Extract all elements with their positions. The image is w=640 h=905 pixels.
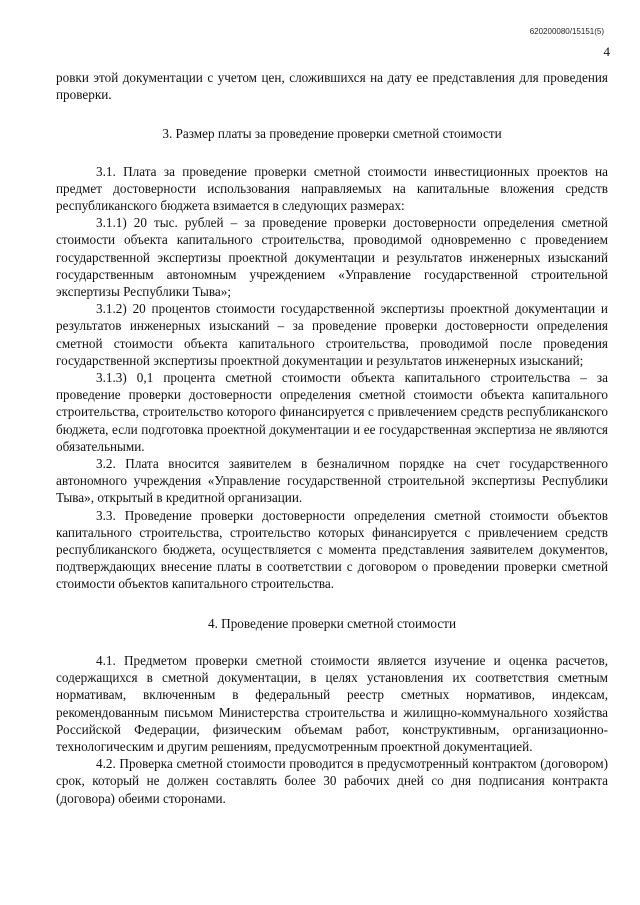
paragraph-3-1: 3.1. Плата за проведение проверки сметной стоимости инвестиционных проектов на предмет достоверности использования направляемых на капитальные вложения средств республиканского бюджета взимается в следующих размерах: <box>56 163 608 214</box>
intro-continuation: ровки этой документации с учетом цен, сложившихся на дату ее представления для проведения проверки. <box>56 70 608 103</box>
page-number: 4 <box>603 44 610 59</box>
document-body <box>56 69 608 807</box>
paragraph-3-1-3: 3.1.3) 0,1 процента сметной стоимости объекта капитального строительства – за проведение проверки достоверности определения сметной стоимости объекта капитального строительства, строительство которого финансируется с привлечением средств республиканского бюджета, если подготовка проектной документации и ее государственная экспертиза не являются обязательными. <box>56 370 608 454</box>
document-code: 620200080/15151(5) <box>529 27 604 36</box>
paragraph-3-3: 3.3. Проведение проверки достоверности определения сметной стоимости объектов капитального строительства, строительство которых финансируется с привлечением средств республиканского бюджета, осуществляется с момента представления заявителем документов, подтверждающих внесение платы в соответствии с договором о проведении проверки сметной стоимости объектов капитального строительства. <box>56 507 608 592</box>
section-3-heading: 3. Размер платы за проведение проверки сметной стоимости <box>162 126 502 142</box>
section-4-heading: 4. Проведение проверки сметной стоимости <box>207 615 456 631</box>
paragraph-4-1: 4.1. Предметом проверки сметной стоимости является изучение и оценка расчетов, содержащихся в сметной документации, в целях установления их соответствия сметным нормативам, включенным в федеральный реестр сметных нормативов, индексам, рекомендованным письмом Министерства строительства и жилищно-коммунального хозяйства Российской Федерации, физическим объемам работ, конструктивным, организационно-технологическим и другим решениям, предусмотренным проектной документацией. <box>56 652 608 754</box>
paragraph-3-2: 3.2. Плата вносится заявителем в безналичном порядке на счет государственного автономного учреждения «Управление государственной строительной экспертизы Республики Тыва», открытый в кредитной организации. <box>56 456 608 506</box>
paragraph-4-2: 4.2. Проверка сметной стоимости проводится в предусмотренный контрактом (договором) срок, который не должен составлять более 30 рабочих дней со дня подписания контракта (договора) обеими сторонами. <box>56 756 608 806</box>
paragraph-3-1-2: 3.1.2) 20 процентов стоимости государственной экспертизы проектной документации и результатов инженерных изысканий – за проведение проверки достоверности определения сметной стоимости объекта капитального строительства, проводимой после проведения государственной экспертизы проектной документации и результатов инженерных изысканий; <box>56 301 608 368</box>
paragraph-3-1-1: 3.1.1) 20 тыс. рублей – за проведение проверки достоверности определения сметной стоимости объекта капитального строительства, проводимой одновременно с проведением государственной экспертизы проектной документации и результатов инженерных изысканий государственным автономным учреждением «Управление государственной строительной экспертизы Республики Тыва»; <box>56 215 608 300</box>
